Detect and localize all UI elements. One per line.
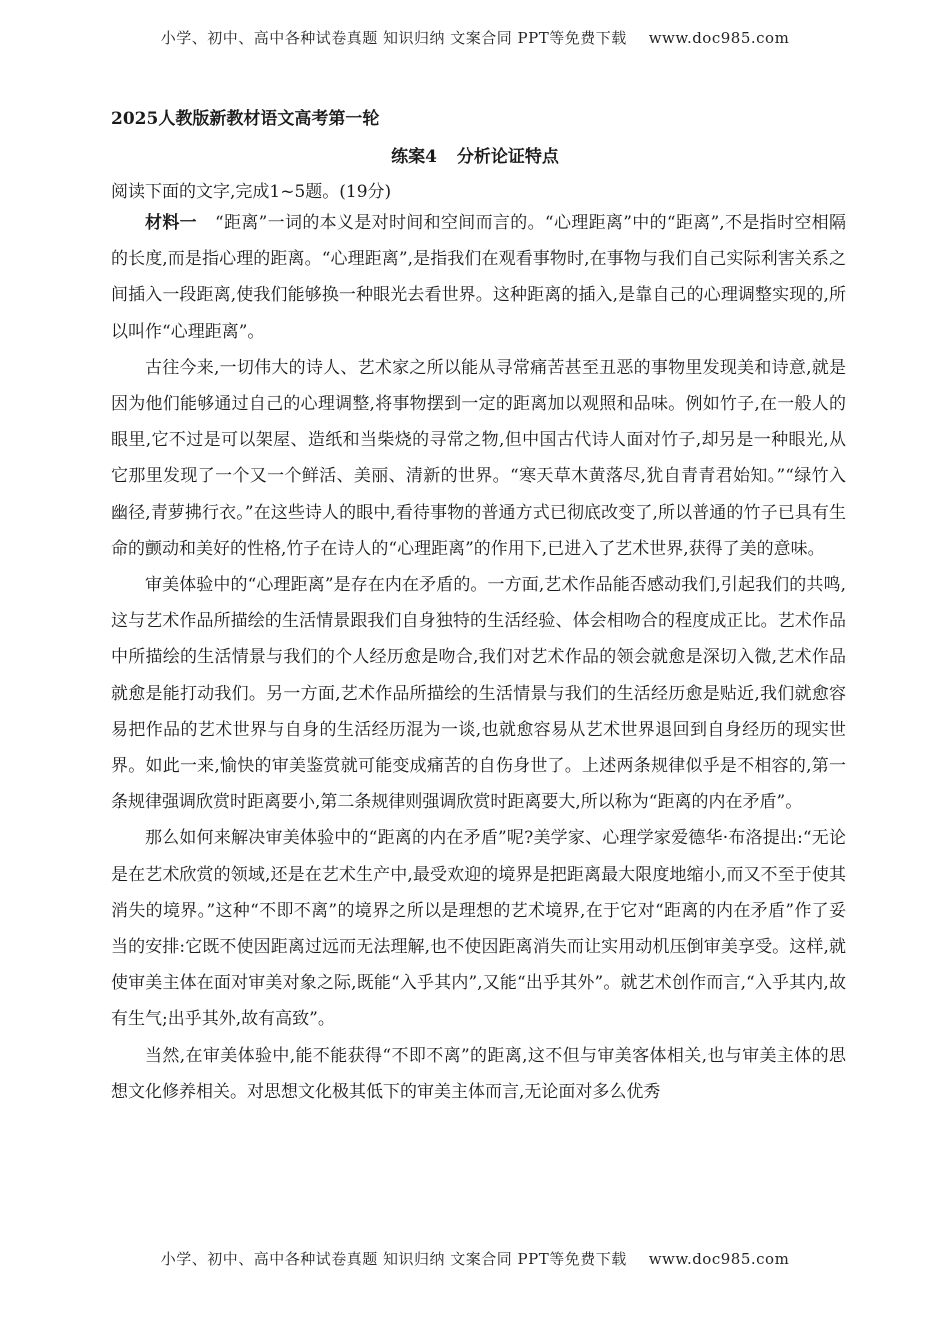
section-number: 练案4 [391,147,437,167]
paragraph: 当然,在审美体验中,能不能获得“不即不离”的距离,这不但与审美客体相关,也与审美主体的思想文化修养相关。对思想文化极其低下的审美主体而言,无论面对多么优秀 [111,1045,846,1102]
footer-text: 小学、初中、高中各种试卷真题 知识归纳 文案合同 PPT等免费下载 [160,1250,627,1268]
footer-site-link[interactable]: www.doc985.com [648,1250,790,1268]
reading-passage [111,205,846,1110]
paragraph: 那么如何来解决审美体验中的“距离的内在矛盾”呢?美学家、心理学家爱德华·布洛提出:“无论是在艺术欣赏的领域,还是在艺术生产中,最受欢迎的境界是把距离最大限度地缩小,而又不至于使其消失的境界。”这种“不即不离”的境界之所以是理想的艺术境界,在于它对“距离的内在矛盾”作了妥当的安排:它既不使因距离过远而无法理解,也不使因距离消失而让实用动机压倒审美享受。这样,就使审美主体在面对审美对象之际,既能“入乎其内”,又能“出乎其外”。就艺术创作而言,“入乎其内,故有生气;出乎其外,故有高致”。 [111,828,846,1030]
header-text: 小学、初中、高中各种试卷真题 知识归纳 文案合同 PPT等免费下载 [160,29,627,47]
section-name: 分析论证特点 [456,147,559,167]
paragraph-text: “距离”一词的本义是对时间和空间而言的。“心理距离”中的“距离”,不是指时空相隔的长度,而是指心理的距离。“心理距离”,是指我们在观看事物时,在事物与我们自己实际利害关系之间插入一段距离,使我们能够换一种眼光去看世界。这种距离的插入,是靠自己的心理调整实现的,所以叫作“心理距离”。 [111,213,846,342]
material-label: 材料一 [145,213,197,233]
question-instructions: 阅读下面的文字,完成1~5题。(19分) [111,182,392,202]
section-title [0,142,950,167]
paragraph [111,205,846,350]
page-header [0,27,950,48]
paragraph: 古往今来,一切伟大的诗人、艺术家之所以能从寻常痛苦甚至丑恶的事物里发现美和诗意,就是因为他们能够通过自己的心理调整,将事物摆到一定的距离加以观照和品味。例如竹子,在一般人的眼里,它不过是可以架屋、造纸和当柴烧的寻常之物,但中国古代诗人面对竹子,却另是一种眼光,从它那里发现了一个又一个鲜活、美丽、清新的世界。“寒天草木黄落尽,犹自青青君始知。”“绿竹入幽径,青萝拂行衣。”在这些诗人的眼中,看待事物的普通方式已彻底改变了,所以普通的竹子已具有生命的颤动和美好的性格,竹子在诗人的“心理距离”的作用下,已进入了艺术世界,获得了美的意味。 [111,357,846,559]
header-site-link[interactable]: www.doc985.com [648,29,790,47]
page-footer [0,1248,950,1269]
paragraph: 审美体验中的“心理距离”是存在内在矛盾的。一方面,艺术作品能否感动我们,引起我们的共鸣,这与艺术作品所描绘的生活情景跟我们自身独特的生活经验、体会相吻合的程度成正比。艺术作品中所描绘的生活情景与我们的个人经历愈是吻合,我们对艺术作品的领会就愈是深切入微,艺术作品就愈是能打动我们。另一方面,艺术作品所描绘的生活情景与我们的生活经历愈是贴近,我们就愈容易把作品的艺术世界与自身的生活经历混为一谈,也就愈容易从艺术世界退回到自身经历的现实世界。如此一来,愉快的审美鉴赏就可能变成痛苦的自伤身世了。上述两条规律似乎是不相容的,第一条规律强调欣赏时距离要小,第二条规律则强调欣赏时距离要大,所以称为“距离的内在矛盾”。 [111,575,846,813]
document-title: 2025人教版新教材语文高考第一轮 [111,109,380,129]
